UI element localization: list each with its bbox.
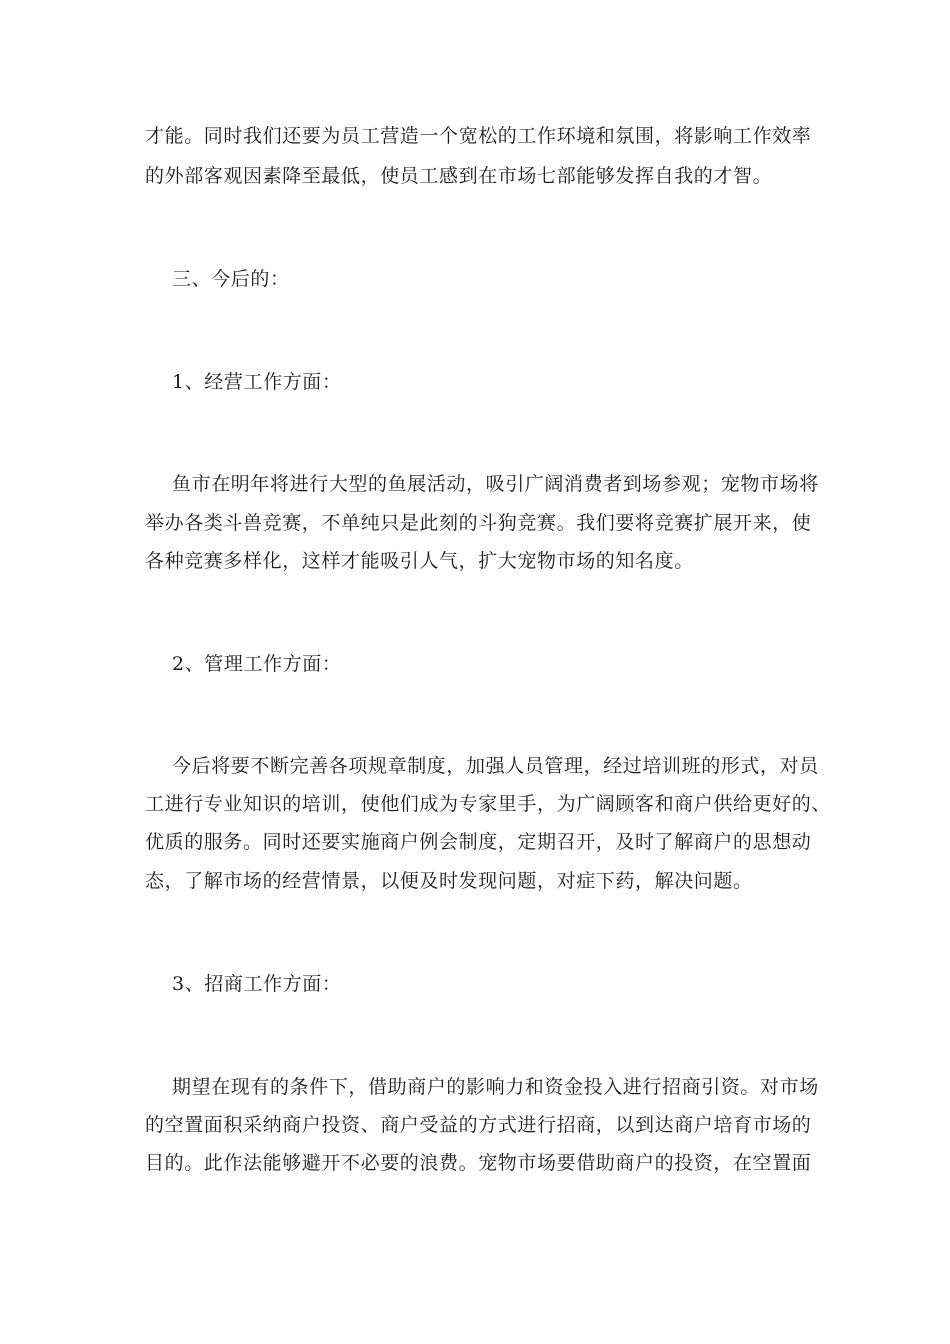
paragraph-line: 优质的服务。同时还要实施商户例会制度，定期召开，及时了解商户的思想动: [145, 831, 812, 853]
paragraph-line: 工进行专业知识的培训，使他们成为专家里手，为广阔顾客和商户供给更好的、: [145, 793, 832, 815]
paragraph-line: 期望在现有的条件下，借助商户的影响力和资金投入进行招商引资。对市场: [172, 1076, 819, 1098]
paragraph-line: 鱼市在明年将进行大型的鱼展活动，吸引广阔消费者到场参观；宠物市场将: [172, 473, 819, 495]
subsection-heading: 2、管理工作方面：: [172, 653, 342, 675]
paragraph-line: 各种竞赛多样化，这样才能吸引人气，扩大宠物市场的知名度。: [145, 550, 694, 572]
paragraph-line: 才能。同时我们还要为员工营造一个宽松的工作环境和氛围，将影响工作效率: [145, 125, 812, 147]
subsection-heading: 1、经营工作方面：: [172, 371, 342, 393]
subsection-heading: 3、招商工作方面：: [172, 973, 342, 995]
paragraph-line: 今后将要不断完善各项规章制度，加强人员管理，经过培训班的形式，对员: [172, 755, 819, 777]
paragraph-line: 的外部客观因素降至最低，使员工感到在市场七部能够发挥自我的才智。: [145, 165, 773, 187]
section-heading: 三、今后的：: [172, 268, 290, 290]
paragraph-line: 的空置面积采纳商户投资、商户受益的方式进行招商，以到达商户培育市场的: [145, 1114, 812, 1136]
paragraph-line: 目的。此作法能够避开不必要的浪费。宠物市场要借助商户的投资，在空置面: [145, 1152, 812, 1174]
paragraph-line: 举办各类斗兽竞赛，不单纯只是此刻的斗狗竞赛。我们要将竞赛扩展开来，使: [145, 512, 812, 534]
paragraph-line: 态，了解市场的经营情景，以便及时发现问题，对症下药，解决问题。: [145, 870, 753, 892]
